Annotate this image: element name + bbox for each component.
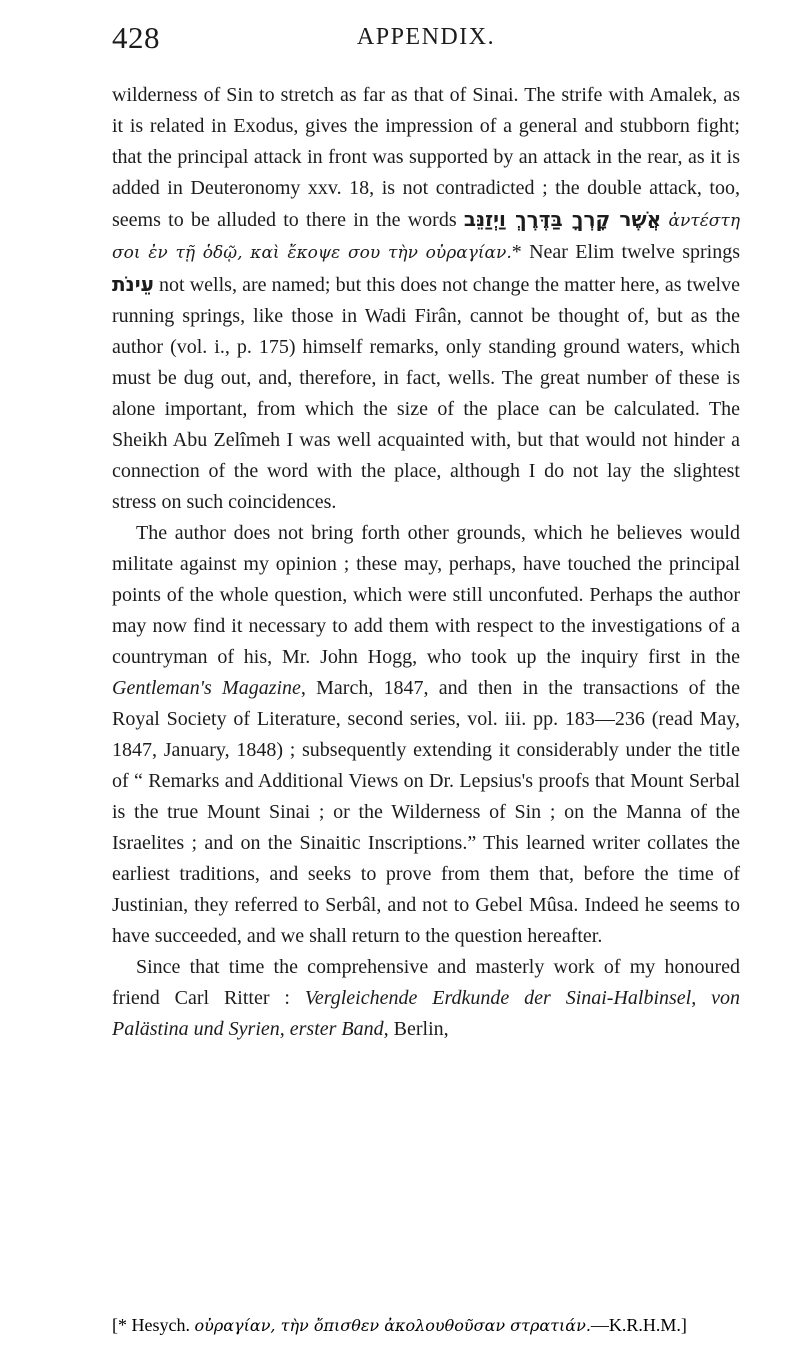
hebrew-text: אֲשֶׁר קָרְךָ בַּדֶּרֶךְ וַיְזַנֵּב — [463, 207, 662, 231]
text-run: , March, 1847, and then in the transactions of the Royal Society of Literature, second series, vol. iii. pp. 183—236 (read May, 1847, January, 1848) ; subsequently extending it considerably under the title of “ Remarks and Additional Views on Dr. Lepsius's proofs that Mount Serbal is the true Mount Sinai ; or the Wilderness of Sin ; on the Manna of the Israelites ; and on the Sinaitic Inscriptions.” This learned writer collates the earliest traditions, and seeks to prove from them that, before the time of Justinian, they referred to Serbâl, and not to Gebel Mûsa. Indeed he seems to have succeeded, and we shall return to the question hereafter. — [112, 677, 740, 947]
italic-text: Gentleman's Magazine — [112, 677, 301, 699]
page-number: 428 — [112, 20, 160, 55]
text-run: —K.R.H.M.] — [590, 1315, 687, 1335]
text-run: [* Hesych. — [112, 1315, 195, 1335]
paragraph — [112, 518, 740, 952]
hebrew-text: עֵינֹת — [112, 272, 154, 296]
greek-text: ἀντέστη σοι ἐν τῇ ὁδῷ, καὶ ἔκοψε σου τὴν οὐραγίαν. — [112, 211, 741, 263]
text-run: Since that time the comprehensive and masterly work of my honoured friend Carl Ritter : — [112, 956, 740, 1009]
page-header — [112, 0, 740, 80]
text-run: wilderness of Sin to stretch as far as that of Sinai. The strife with Amalek, as it is related in Exodus, gives the impression of a general and stubborn fight; that the principal attack in front was supported by an attack in the rear, as it is added in Deuteronomy xxv. 18, is not contradicted ; the double attack, too, seems to be alluded to there in the words — [112, 84, 740, 231]
text-run: * Near Elim twelve springs — [511, 241, 740, 263]
paragraph — [112, 80, 740, 518]
footnote — [112, 1315, 740, 1336]
italic-text: Vergleichende Erdkunde der Sinai-Halbinsel, von Palästina und Syrien, erster Band, — [112, 987, 740, 1040]
body-text — [112, 80, 740, 1045]
paragraph — [112, 952, 740, 1045]
running-head: APPENDIX. — [356, 24, 496, 50]
text-run: The author does not bring forth other grounds, which he believes would militate against my opinion ; these may, perhaps, have touched the principal points of the whole question, which were still unconfuted. Perhaps the author may now find it necessary to add them with respect to the investigations of a countryman of his, Mr. John Hogg, who took up the inquiry first in the — [112, 522, 740, 668]
text-run: Berlin, — [388, 1018, 449, 1040]
greek-text: οὐραγίαν, τὴν ὄπισθεν ἀκολουθοῦσαν στρατιάν. — [194, 1316, 591, 1335]
text-run: not wells, are named; but this does not change the matter here, as twelve running springs, like those in Wadi Firân, cannot be thought of, but as the author (vol. i., p. 175) himself remarks, only standing ground waters, which must be dug out, and, therefore, in fact, wells. The great number of these is alone important, from which the size of the place can be calculated. The Sheikh Abu Zelîmeh I was well acquainted with, but that would not hinder a connection of the word with the place, although I do not lay the slightest stress on such coincidences. — [112, 274, 740, 513]
